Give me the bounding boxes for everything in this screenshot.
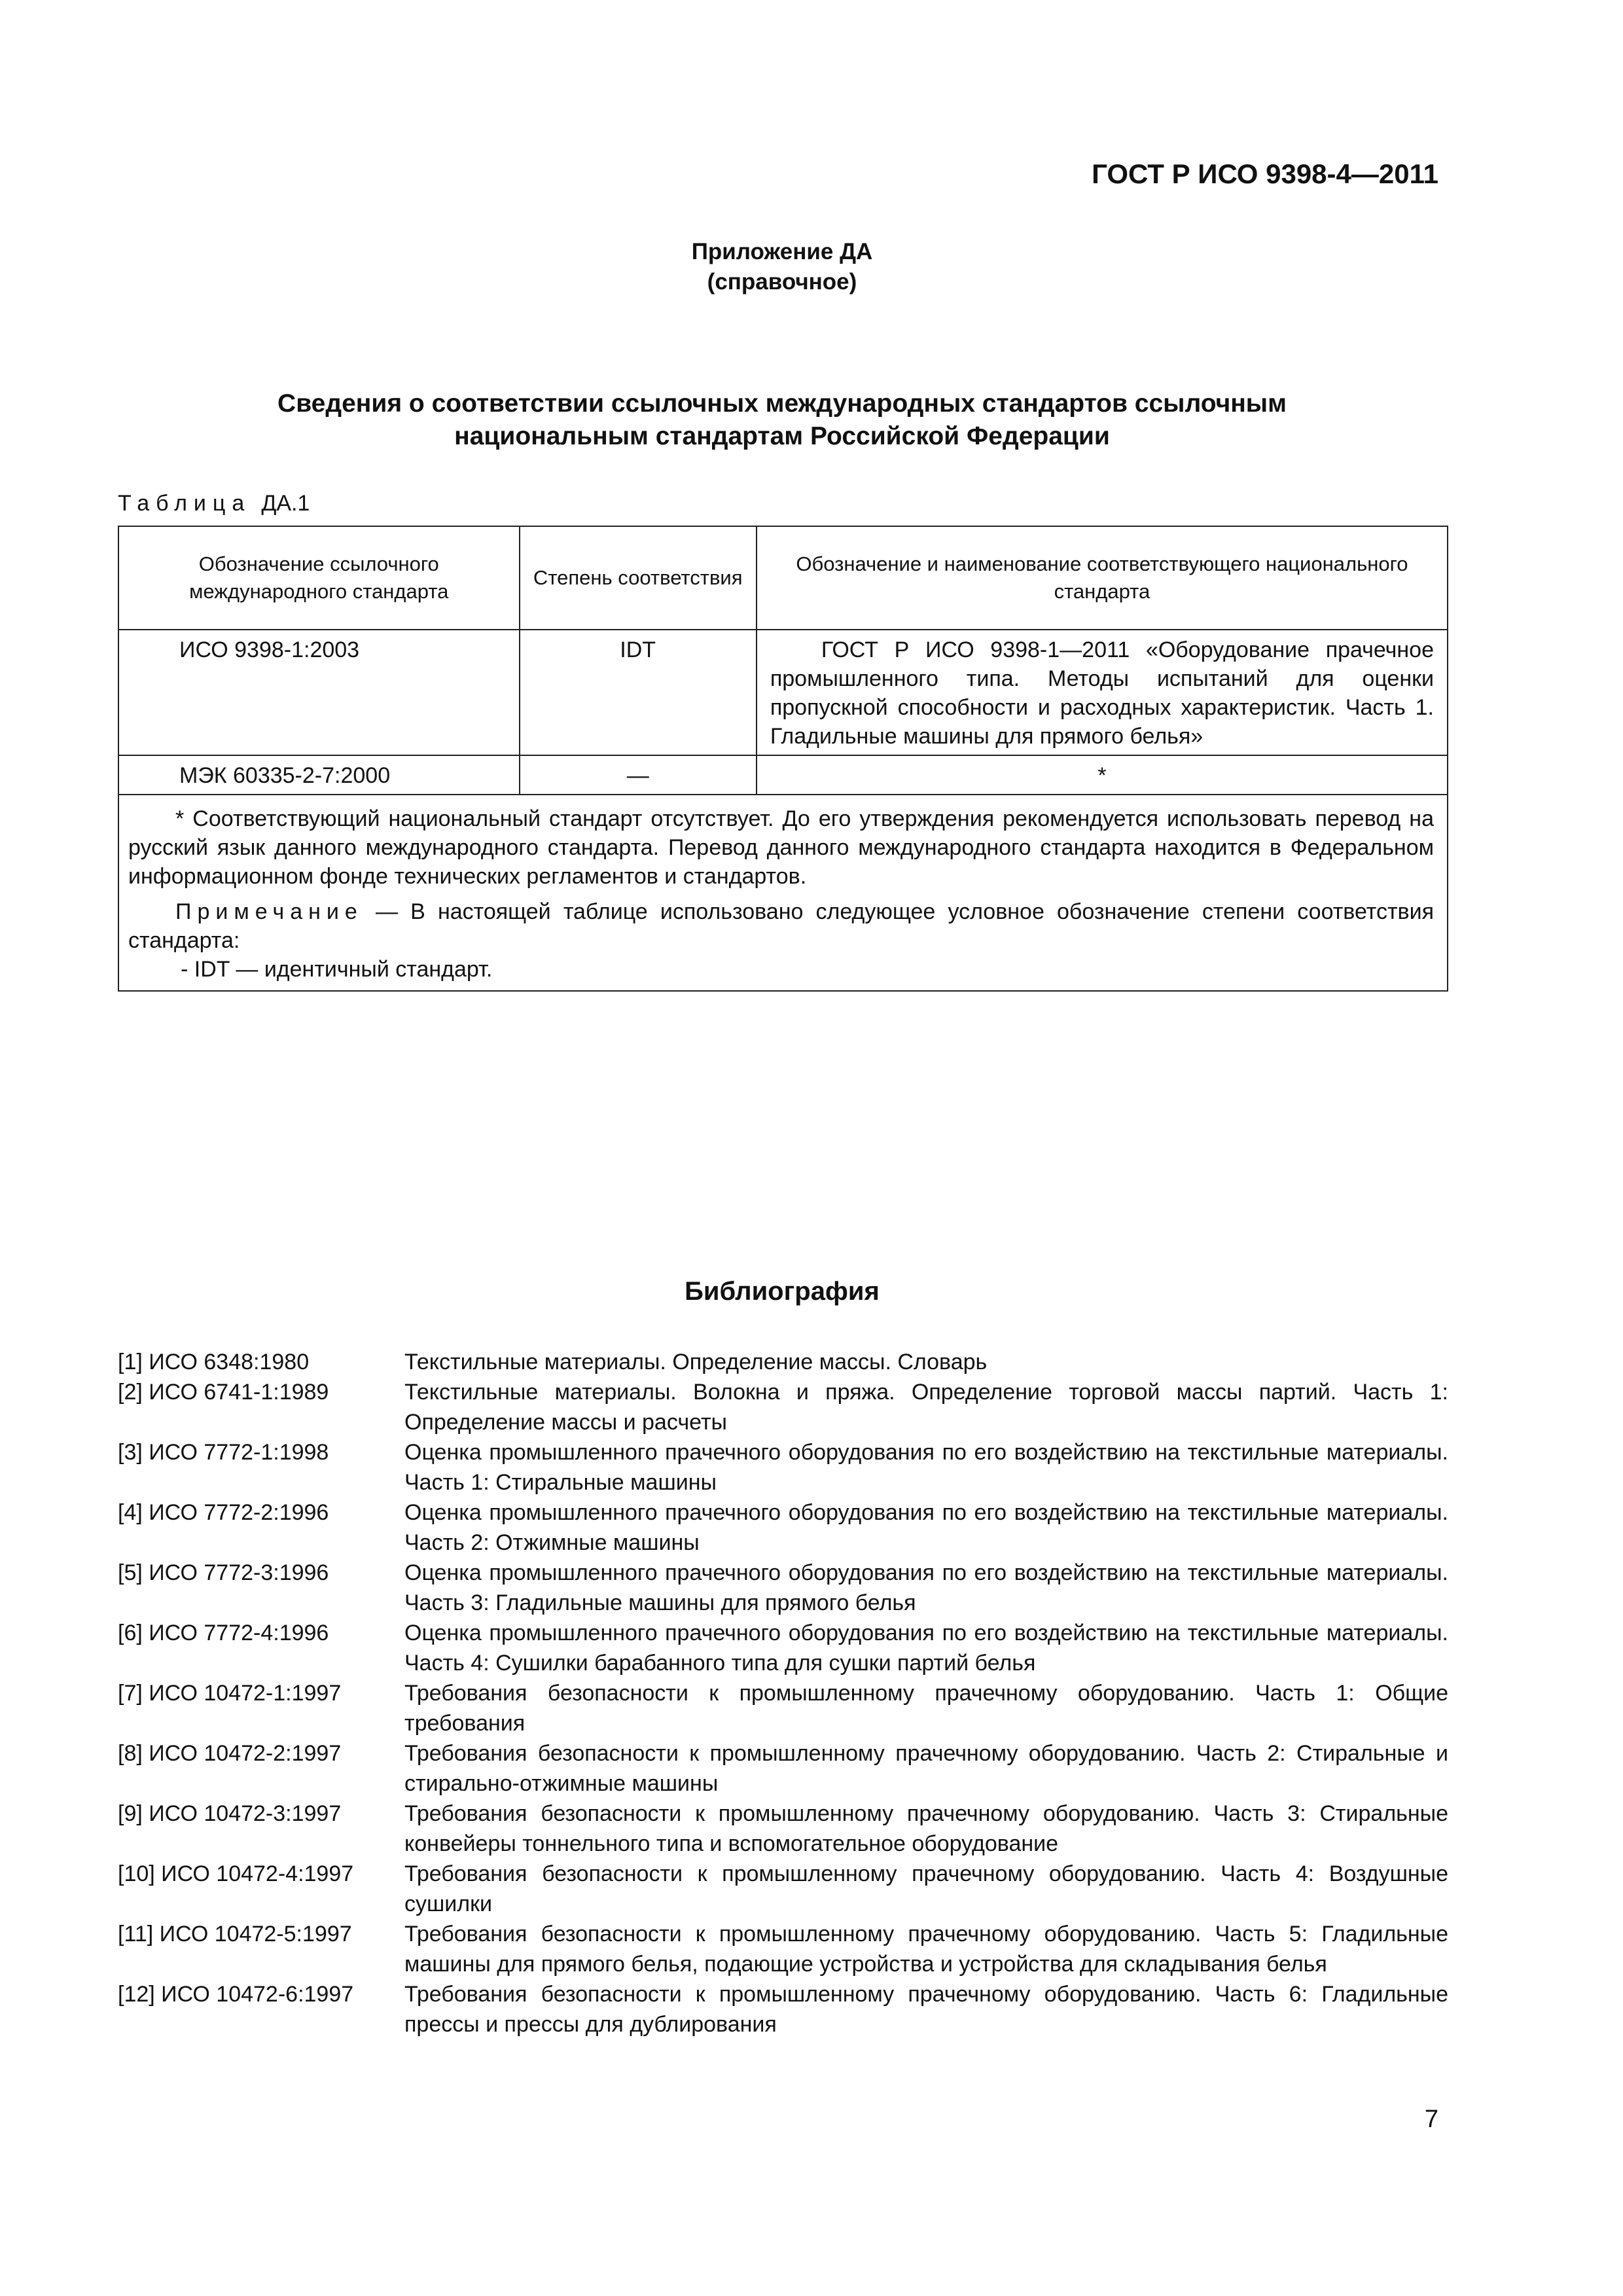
table-header-row <box>118 526 1448 630</box>
section-title-line-1: Сведения о соответствии ссылочных международных стандартов ссылочным <box>277 389 1287 418</box>
bib-text: Оценка промышленного прачечного оборудования по его воздействию на текстильные материалы. Часть 3: Гладильные машины для прямого белья <box>404 1560 1448 1615</box>
bibliography-item <box>118 1558 1448 1618</box>
bib-text: Требования безопасности к промышленному прачечному оборудованию. Часть 1: Общие требования <box>404 1681 1448 1736</box>
note-label: Примечание <box>175 899 363 924</box>
bibliography-item <box>118 1738 1448 1799</box>
bibliography-item <box>118 1678 1448 1738</box>
table-notes <box>118 795 1448 991</box>
bibliography-item <box>118 1347 1448 1377</box>
appendix-title: Приложение ДА <box>691 239 873 264</box>
bib-text: Оценка промышленного прачечного оборудования по его воздействию на текстильные материалы. Часть 2: Отжимные машины <box>404 1500 1448 1555</box>
table-note-row <box>118 795 1448 991</box>
bib-ref: [2] ИСО 6741-1:1989 <box>118 1380 329 1405</box>
bib-ref: [4] ИСО 7772-2:1996 <box>118 1500 329 1525</box>
bib-text: Текстильные материалы. Волокна и пряжа. Определение торговой массы партий. Часть 1: Определение массы и расчеты <box>404 1380 1448 1435</box>
bibliography-list <box>118 1347 1448 2039</box>
bibliography-item <box>118 1799 1448 1859</box>
header-degree: Степень соответствия <box>520 526 757 630</box>
cell-international: МЭК 60335-2-7:2000 <box>118 755 520 795</box>
bib-ref: [11] ИСО 10472-5:1997 <box>118 1922 352 1946</box>
bib-text: Требования безопасности к промышленному прачечному оборудованию. Часть 6: Гладильные прессы и прессы для дублирования <box>404 1982 1448 2037</box>
bib-text: Оценка промышленного прачечного оборудования по его воздействию на текстильные материалы. Часть 1: Стиральные машины <box>404 1440 1448 1495</box>
bibliography-item <box>118 1919 1448 1979</box>
table-caption <box>118 491 310 516</box>
section-title <box>118 387 1446 453</box>
table-caption-word: Таблица <box>118 491 251 516</box>
bib-ref: [6] ИСО 7772-4:1996 <box>118 1621 329 1645</box>
table-footnote: * Соответствующий национальный стандарт отсутствует. До его утверждения рекомендуется использовать перевод на русский язык данного международного стандарта. Перевод данного международного стандарта находится в Федеральном информационном фонде технических регламентов и стандартов. <box>128 806 1434 889</box>
bibliography-item <box>118 1979 1448 2039</box>
table-caption-number: ДА.1 <box>261 491 310 516</box>
bib-text: Оценка промышленного прачечного оборудования по его воздействию на текстильные материалы. Часть 4: Сушилки барабанного типа для сушки партий белья <box>404 1621 1448 1676</box>
bibliography-item <box>118 1859 1448 1919</box>
header-international-standard: Обозначение ссылочного международного стандарта <box>118 526 520 630</box>
bib-ref: [7] ИСО 10472-1:1997 <box>118 1681 342 1706</box>
bib-ref: [10] ИСО 10472-4:1997 <box>118 1861 354 1886</box>
cell-national: * <box>757 755 1448 795</box>
bibliography-item <box>118 1618 1448 1678</box>
bibliography-item <box>118 1437 1448 1498</box>
bib-ref: [12] ИСО 10472-6:1997 <box>118 1982 354 2007</box>
bib-ref: [5] ИСО 7772-3:1996 <box>118 1560 329 1585</box>
bibliography-item <box>118 1377 1448 1437</box>
cell-national <box>757 630 1448 755</box>
bib-text: Требования безопасности к промышленному прачечному оборудованию. Часть 5: Гладильные машины для прямого белья, подающие устройства и устройства для складывания белья <box>404 1922 1448 1977</box>
bibliography-item <box>118 1498 1448 1558</box>
cell-national-text: ГОСТ Р ИСО 9398-1—2011 «Оборудование прачечное промышленного типа. Методы испытаний для оценки пропускной способности и расходных характеристик. Часть 1. Гладильные машины для прямого белья» <box>770 637 1434 749</box>
bib-text: Требования безопасности к промышленному прачечному оборудованию. Часть 3: Стиральные конвейеры тоннельного типа и вспомогательное оборудование <box>404 1801 1448 1856</box>
appendix-kind: (справочное) <box>707 269 857 295</box>
note-item: - IDT — идентичный стандарт. <box>181 957 493 982</box>
header-national-standard: Обозначение и наименование соответствующего национального стандарта <box>757 526 1448 630</box>
bib-ref: [8] ИСО 10472-2:1997 <box>118 1741 342 1766</box>
bibliography-title: Библиография <box>685 1277 880 1306</box>
bib-text: Требования безопасности к промышленному прачечному оборудованию. Часть 4: Воздушные сушилки <box>404 1861 1448 1916</box>
note-text: — В настоящей таблице использовано следующее условное обозначение степени соответствия стандарта: <box>128 899 1434 953</box>
cell-international: ИСО 9398-1:2003 <box>118 630 520 755</box>
bib-ref: [1] ИСО 6348:1980 <box>118 1350 310 1374</box>
bib-ref: [3] ИСО 7772-1:1998 <box>118 1440 329 1465</box>
page-number: 7 <box>1424 2106 1438 2133</box>
correspondence-table <box>118 526 1448 992</box>
section-title-line-2: национальным стандартам Российской Федерации <box>454 422 1110 450</box>
bib-ref: [9] ИСО 10472-3:1997 <box>118 1801 342 1826</box>
bib-text: Текстильные материалы. Определение массы. Словарь <box>404 1350 988 1374</box>
document-code: ГОСТ Р ИСО 9398-4—2011 <box>1092 158 1438 189</box>
cell-degree: IDT <box>520 630 757 755</box>
appendix-heading <box>0 237 1564 297</box>
table-row <box>118 755 1448 795</box>
bib-text: Требования безопасности к промышленному прачечному оборудованию. Часть 2: Стиральные и стирально-отжимные машины <box>404 1741 1448 1796</box>
table-row <box>118 630 1448 755</box>
cell-degree: — <box>520 755 757 795</box>
table-note <box>128 897 1434 955</box>
